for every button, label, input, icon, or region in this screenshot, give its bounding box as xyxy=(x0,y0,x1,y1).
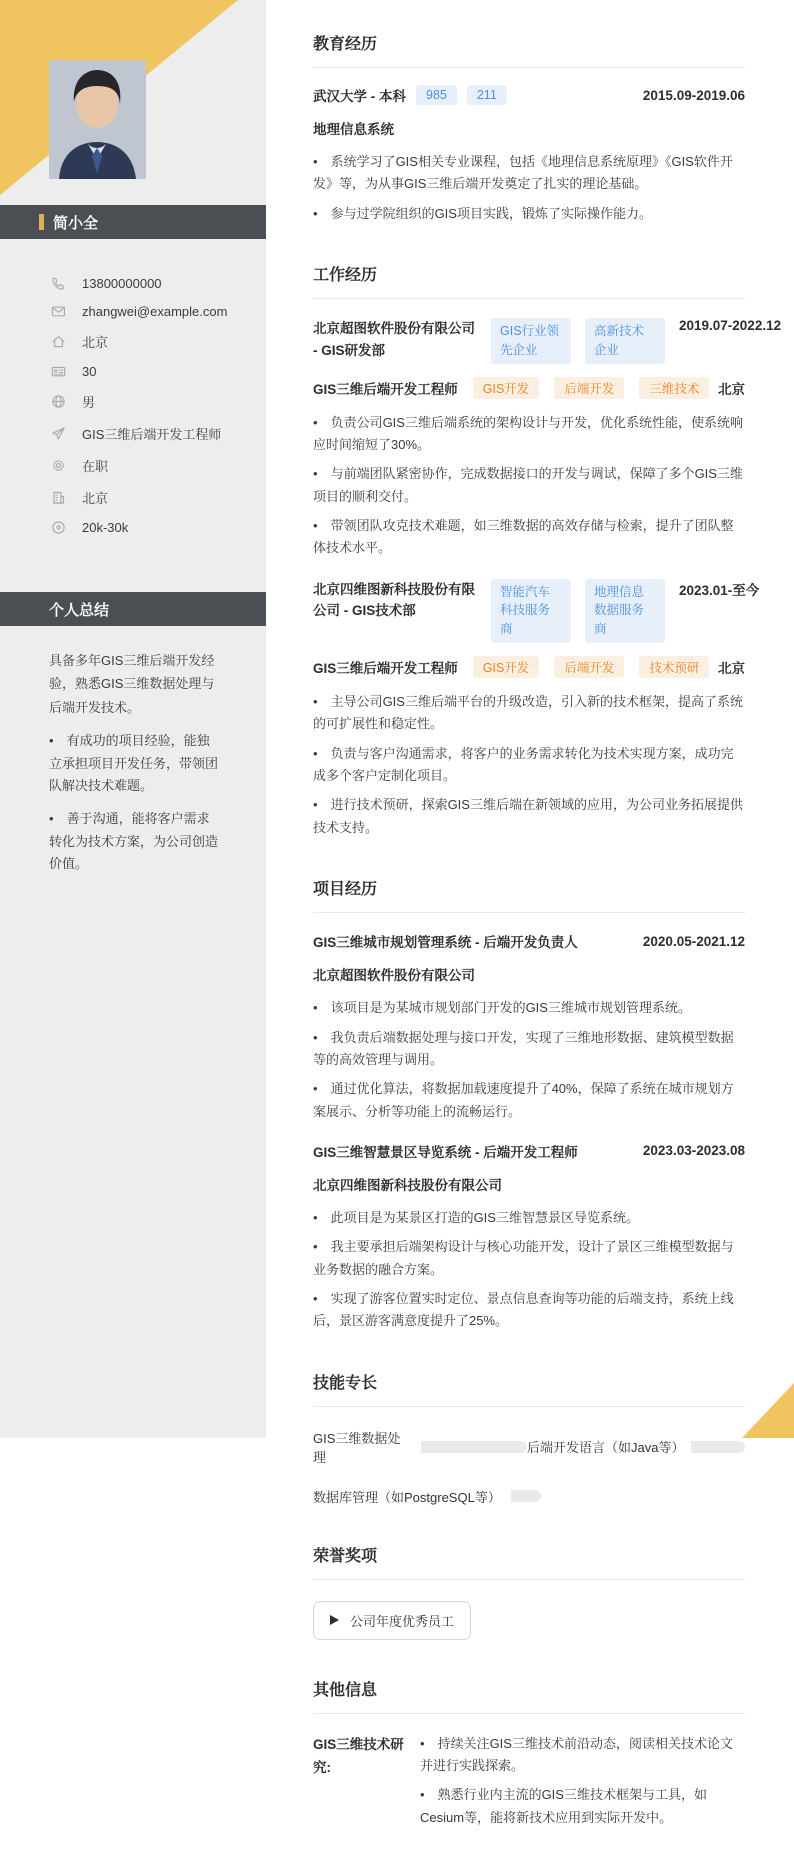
job-tag: GIS开发 xyxy=(473,377,540,399)
project-name: GIS三维城市规划管理系统 - 后端开发负责人 xyxy=(313,935,578,951)
contact-item-city xyxy=(51,332,238,351)
summary-title: 个人总结 xyxy=(49,601,110,619)
sidebar xyxy=(0,0,266,1438)
education-entry-header xyxy=(313,85,745,105)
project-bullet: • 实现了游客位置实时定位、景点信息查询等功能的后端支持，系统上线后，景区游客满意度提升了25%。 xyxy=(313,1288,745,1333)
name-accent-bar xyxy=(39,214,44,230)
job-header xyxy=(313,579,760,643)
building-icon xyxy=(51,490,66,505)
decorative-triangle-bottom xyxy=(742,1383,794,1438)
job-bullet: • 负责与客户沟通需求，将客户的业务需求转化为技术实现方案，成功完成多个客户定制化项目。 xyxy=(313,743,745,788)
skill-progress-bar xyxy=(421,1441,527,1453)
job-title-row xyxy=(313,656,745,678)
job-tag: 技术预研 xyxy=(639,656,709,678)
award-badge[interactable] xyxy=(313,1601,471,1640)
contact-age: 30 xyxy=(82,364,97,379)
project-company: 北京四维图新科技股份有限公司 xyxy=(313,1177,502,1193)
project-header xyxy=(313,1141,745,1161)
other-bullet: • 熟悉行业内主流的GIS三维技术框架与工具，如Cesium等，能将新技术应用到实际开发中。 xyxy=(420,1784,745,1829)
contact-salary: 20k-30k xyxy=(82,520,129,535)
section-other xyxy=(313,1677,745,1836)
company-badge: GIS行业领先企业 xyxy=(491,318,571,364)
job-bullet: • 带领团队攻克技术难题，如三维数据的高效存储与检索，提升了团队整体技术水平。 xyxy=(313,515,745,560)
section-education xyxy=(313,31,745,225)
skill-label: GIS三维数据处理 xyxy=(313,1430,401,1465)
play-icon xyxy=(330,1615,339,1625)
project-bullet: • 通过优化算法，将数据加载速度提升了40%，保障了系统在城市规划方案展示、分析等功能上的流畅运行。 xyxy=(313,1078,745,1123)
school-name: 武汉大学 - 本科 xyxy=(313,89,406,104)
other-info-label: GIS三维技术研究: xyxy=(313,1736,404,1775)
contact-email: zhangwei@example.com xyxy=(82,304,228,319)
education-major: 地理信息系统 xyxy=(313,122,394,137)
skill-label: 数据库管理（如PostgreSQL等） xyxy=(313,1489,501,1505)
skill-row xyxy=(313,1487,745,1506)
section-title-other: 其他信息 xyxy=(313,1677,745,1714)
gender-icon xyxy=(51,394,66,409)
project-bullet: • 该项目是为某城市规划部门开发的GIS三维城市规划管理系统。 xyxy=(313,997,745,1019)
id-card-icon xyxy=(51,364,66,379)
company-name: 北京超图软件股份有限公司 - GIS研发部 xyxy=(313,321,475,358)
project-date: 2023.03-2023.08 xyxy=(642,1143,745,1159)
job-bullet: • 负责公司GIS三维后端系统的架构设计与开发，优化系统性能，使系统响应时间缩短了30%。 xyxy=(313,412,745,457)
education-bullet: • 系统学习了GIS相关专业课程，包括《地理信息系统原理》《GIS软件开发》等，为从事GIS三维后端开发奠定了扎实的理论基础。 xyxy=(313,151,745,196)
company-name: 北京四维图新科技股份有限公司 - GIS技术部 xyxy=(313,581,475,619)
contact-item-status xyxy=(51,456,238,475)
summary-body xyxy=(0,626,266,875)
profile-photo xyxy=(49,60,146,179)
section-awards xyxy=(313,1543,745,1640)
section-title-work: 工作经历 xyxy=(313,262,745,299)
target-icon xyxy=(51,520,66,535)
section-work xyxy=(313,262,782,839)
job-location: 北京 xyxy=(718,381,745,397)
badge-211: 211 xyxy=(467,85,507,105)
job-tag: 三维技术 xyxy=(639,377,709,399)
section-title-education: 教育经历 xyxy=(313,31,745,68)
job-entry xyxy=(313,318,782,560)
company-badges xyxy=(491,318,679,364)
contact-job-intention: GIS三维后端开发工程师 xyxy=(82,427,222,442)
project-entry xyxy=(313,1141,745,1333)
company-badges xyxy=(491,579,679,643)
summary-bullet: • 有成功的项目经验，能独立承担项目开发任务，带领团队解决技术难题。 xyxy=(49,730,222,797)
contact-city: 北京 xyxy=(82,335,109,350)
contact-item-email xyxy=(51,304,238,319)
contact-item-job-intention xyxy=(51,424,238,443)
badge-985: 985 xyxy=(416,85,457,105)
project-name: GIS三维智慧景区导览系统 - 后端开发工程师 xyxy=(313,1144,578,1160)
job-tag: GIS开发 xyxy=(473,656,540,678)
company-badge: 智能汽车科技服务商 xyxy=(491,579,571,643)
name-bar xyxy=(0,205,266,239)
skill-item xyxy=(527,1437,745,1456)
project-date: 2020.05-2021.12 xyxy=(642,933,745,949)
company-badge: 高新技术企业 xyxy=(585,318,665,364)
job-bullet: • 主导公司GIS三维后端平台的升级改造，引入新的技术框架，提高了系统的可扩展性和稳定性。 xyxy=(313,691,745,736)
education-date: 2015.09-2019.06 xyxy=(642,87,745,103)
job-tag: 后端开发 xyxy=(554,377,624,399)
resume-main xyxy=(313,0,782,1873)
skill-item xyxy=(313,1487,541,1506)
summary-header xyxy=(0,592,266,626)
job-bullets xyxy=(313,691,745,839)
other-bullet: • 持续关注GIS三维技术前沿动态，阅读相关技术论文并进行实践探索。 xyxy=(420,1733,745,1778)
job-title-row xyxy=(313,377,745,399)
job-entry xyxy=(313,579,760,839)
candidate-name: 简小全 xyxy=(53,214,99,232)
section-title-awards: 荣誉奖项 xyxy=(313,1543,745,1580)
email-icon xyxy=(51,304,66,319)
contact-item-phone xyxy=(51,276,238,291)
company-badge: 地理信息数据服务商 xyxy=(585,579,665,643)
contact-item-work-city xyxy=(51,488,238,507)
contact-item-age xyxy=(51,364,238,379)
education-bullet: • 参与过学院组织的GIS项目实践，锻炼了实际操作能力。 xyxy=(313,203,745,225)
project-bullet: • 我主要承担后端架构设计与核心功能开发，设计了景区三维模型数据与业务数据的融合方案。 xyxy=(313,1236,745,1281)
summary-paragraph: 具备多年GIS三维后端开发经验，熟悉GIS三维数据处理与后端开发技术。 xyxy=(49,653,215,715)
other-info-content xyxy=(420,1733,745,1836)
project-bullets xyxy=(313,997,745,1123)
section-title-projects: 项目经历 xyxy=(313,876,745,913)
contact-list xyxy=(0,276,266,535)
phone-icon xyxy=(51,276,66,291)
paper-plane-icon xyxy=(51,426,66,441)
award-label: 公司年度优秀员工 xyxy=(350,1613,455,1629)
contact-phone: 13800000000 xyxy=(82,276,162,291)
skill-progress-bar xyxy=(511,1490,541,1502)
project-header xyxy=(313,931,745,951)
contact-work-city: 北京 xyxy=(82,491,109,506)
job-location: 北京 xyxy=(718,660,745,676)
project-company: 北京超图软件股份有限公司 xyxy=(313,968,475,984)
contact-status: 在职 xyxy=(82,459,109,474)
section-title-skills: 技能专长 xyxy=(313,1370,745,1407)
education-bullets xyxy=(313,151,745,225)
skill-label: 后端开发语言（如Java等） xyxy=(527,1440,685,1456)
contact-gender: 男 xyxy=(82,395,96,410)
job-title: GIS三维后端开发工程师 xyxy=(313,381,458,397)
project-entry xyxy=(313,931,745,1123)
job-bullet: • 进行技术预研，探索GIS三维后端在新领域的应用，为公司业务拓展提供技术支持。 xyxy=(313,794,745,839)
skill-row xyxy=(313,1428,745,1466)
skill-progress-bar xyxy=(691,1441,745,1453)
job-date: 2023.01-至今 xyxy=(679,582,760,598)
other-info-row xyxy=(313,1733,745,1836)
job-bullet: • 与前端团队紧密协作，完成数据接口的开发与调试，保障了多个GIS三维项目的顺利交付。 xyxy=(313,463,745,508)
project-bullets xyxy=(313,1207,745,1333)
contact-item-gender xyxy=(51,392,238,411)
job-header xyxy=(313,318,782,364)
project-bullet: • 我负责后端数据处理与接口开发，实现了三维地形数据、建筑模型数据等的高效管理与调用。 xyxy=(313,1027,745,1072)
contact-item-salary xyxy=(51,520,238,535)
gear-icon xyxy=(51,458,66,473)
job-tag: 后端开发 xyxy=(554,656,624,678)
job-bullets xyxy=(313,412,745,560)
project-bullet: • 此项目是为某景区打造的GIS三维智慧景区导览系统。 xyxy=(313,1207,745,1229)
section-projects xyxy=(313,876,745,1333)
job-date: 2019.07-2022.12 xyxy=(679,318,782,334)
home-icon xyxy=(51,334,66,349)
job-title: GIS三维后端开发工程师 xyxy=(313,660,458,676)
skill-item xyxy=(313,1428,527,1466)
summary-bullet: • 善于沟通，能将客户需求转化为技术方案，为公司创造价值。 xyxy=(49,808,222,875)
